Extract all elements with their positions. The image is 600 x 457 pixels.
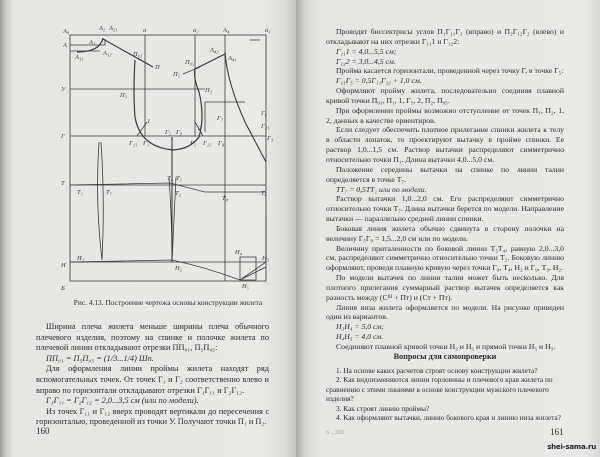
label-a: А (63, 42, 67, 49)
formula: Г₁₂2 = 3,0...4,5 см. (336, 56, 396, 66)
paragraph: Если следует обеспечить плотное прилегание спинки жилета к телу в области лопаток, то проектируют вытачку в пройме спинки. Ее раствор 1,0...1,5 см. Раствор вытачки распределяют симметрично относительно точки П₁. Длина вытачки 4,0...5,0 см. (326, 125, 564, 164)
label-a: а (143, 27, 147, 34)
paragraph: По модели вытачек по линии талии может быть несколько. Для плотного прилегания суммарный раствор вытачек определяется как разность между (Сᴵᴵᴵ + Пт) и (Ст + Пт). (326, 273, 564, 302)
formula: Н₃Н₄ = 5,0 см; (336, 322, 384, 332)
label-t6: Т₆ (261, 190, 267, 197)
paragraph: Величину приталенности по боковой линии Т₃Т₄, равную 2,0...3,0 см, распределяют симметрично относительно точки Т₂. Боковую линию оформляют, проведя плавную кривую через точки Г₉, Т₄, Н₂ и Г₉, Т₃, Н₂. (326, 243, 564, 273)
label-g: Г (61, 133, 65, 140)
label-a12: А₁₂ (103, 50, 112, 57)
label-t2: Т₂ (175, 190, 181, 197)
formula: ПП₀₁ = П₅П₀₅ = (1/3...1/4) Шп. (46, 353, 154, 363)
site-watermark: shei-sama.ru (547, 443, 596, 451)
label-h1: Н₁ (77, 255, 84, 262)
label-h3: Н₃ (262, 255, 269, 262)
label-1: 1 (147, 118, 151, 125)
printer-signature: 6 ...333 (326, 430, 344, 436)
label-t1: Т₁ (77, 189, 83, 196)
question: 4. Как оформляют вытачки, линию бокового края и линию низа жилета? (336, 413, 562, 423)
right-body-text (326, 27, 564, 352)
formula: Г₁₁Г₅ = 0,5Г₁₁Г₁₂ + 1,0 см. (336, 76, 422, 86)
label-a2: А₂ (99, 25, 106, 32)
label-t7: Т₇ (106, 189, 112, 196)
label-b: Б (61, 285, 65, 292)
label-h2: Н₂ (175, 265, 182, 272)
paragraph: Для оформления линии проймы жилета находят ряд вспомогательных точек. От точек Г₁ и Г₂ соответственно влево и вправо по горизонтали откладывают отрезки Г₁Г₁₁ и Г₂Г₁₂. (36, 364, 269, 395)
section-heading: Вопросы для самопроверки (393, 352, 497, 361)
label-a42: А₄₂ (210, 47, 219, 54)
label-p1: П₁ (120, 92, 127, 99)
label-g12: Г₁₂ (203, 140, 212, 147)
label-p5: П₅ (173, 71, 180, 78)
label-a11: А₁₁ (75, 54, 84, 61)
label-t3: Т₃ (176, 175, 182, 182)
label-a0: А₀ (63, 28, 70, 35)
paragraph: Проводят биссектрисы углов П₁Г₁₁Г₁ (вправо) и П₂Г₁₂Г₂ (влево) и откладывают на них отрезки Г₁₁1 и Г₁₂2: (326, 27, 564, 46)
label-g3: Г₃ (267, 135, 273, 142)
left-body-text (36, 322, 269, 428)
frame-rect (70, 35, 266, 281)
label-a41: А₄₁ (228, 55, 237, 62)
vest-pattern-diagram (55, 22, 285, 294)
paragraph: Раствор вытачки 1,0...2,0 см. Его распределяют симметрично относительно точки Т₇. Длина вытачки берется по модели. Направление вытачки — параллельно средней линии спинки. (326, 194, 564, 224)
label-g8: Г₈ (218, 140, 224, 147)
paragraph: Ширина плеча жилета меньше ширины плеча обычного плечевого изделия, поэтому на спинке и полочке жилета по плечевой линии откладывают отрезки ПП₀₁, П₅П₀₅: (36, 322, 269, 353)
label-g11: Г₁₁ (129, 140, 138, 147)
label-p: П (155, 64, 160, 71)
question: 3. Как строят линию проймы? (336, 403, 430, 413)
paragraph: Оформляют пройму жилета, последовательно соединяя плавной кривой точки П₀₁, П₁, 1, Г₅, 2, П₂, П₀₅. (326, 86, 564, 105)
left-page (0, 0, 296, 457)
paragraph: При оформлении проймы возможно отступление от точек П₁, П₂, 1, 2, данных в качестве ориентиров. (326, 105, 564, 125)
formula: Г₁₁1 = 4,0...5,5 см; (336, 46, 397, 56)
label-g6: Г₆ (261, 110, 267, 117)
label-g1: Г₁ (143, 140, 149, 147)
right-page (296, 0, 600, 457)
label-p05: П₀₅ (185, 59, 195, 66)
label-g31: Г₃₁ (261, 123, 270, 130)
review-questions (326, 366, 566, 422)
formula: Н₄Н₅ = 4,0 см. (336, 332, 384, 342)
label-a1: а₁ (265, 27, 271, 34)
label-a2-small: а₂ (193, 27, 199, 34)
label-g9: Г₉ (176, 129, 182, 136)
label-a4: А₄ (223, 27, 230, 34)
label-g2: Г₂ (190, 140, 196, 147)
paragraph: Соединяют плавной кривой точки Н₂ и Н₅ и прямой точки Н₅ и Н₃. (336, 342, 556, 351)
formula: Г₁Г₁₁ = Г₂Г₁₂ = 2,0...3,5 см (или по модели). (46, 396, 199, 406)
figure-caption: Рис. 4.13. Построение чертежа основы конструкции жилета (73, 298, 263, 307)
paragraph: Линия низа жилета оформляется по модели. На рисунке приведен один из вариантов. (326, 302, 564, 322)
question: 2. Как видоизменяются линии горловины и плечевого края жилета по сравнению с этими линиями в основе конструкции мужского плечевого изделия? (326, 375, 553, 404)
formula: ТТ₇ = 0,5ТТ₁ или по модели. (336, 184, 427, 194)
label-h5: Н₅ (242, 283, 249, 290)
label-t4: Т₄ (167, 175, 173, 182)
label-u: У (61, 86, 66, 93)
paragraph: Боковая линия жилета обычно сдвинута в сторону полочки на величину Г₅Г₉ = 1,5...2,0 см или по модели. (326, 223, 564, 243)
label-g5: Г₅ (165, 129, 171, 136)
paragraph: Положение середины вытачки на спинке по линии талии определяется в точке Т₇. (326, 164, 564, 184)
page-number-left: 160 (36, 426, 50, 436)
label-a21: А₂₁ (109, 25, 118, 32)
label-h: Н (61, 262, 66, 269)
question: 1. На основе каких расчетов строят основу конструкции жилета? (336, 366, 538, 375)
label-2: 2 (198, 125, 202, 132)
label-a1-neck: А₁ (89, 39, 96, 46)
page-number-right: 161 (550, 427, 564, 437)
label-t8: Т₈ (222, 195, 228, 202)
label-g7: Г₇ (217, 115, 223, 122)
paragraph: Из точек Г₁₁ и Г₁₂ вверх проводят вертикали до пересечения с горизонталью, проведенной из точки У. Получают точки П₁ и П₂. (36, 406, 269, 427)
label-t: Т (61, 180, 65, 187)
label-p2: П₂ (205, 87, 212, 94)
paragraph: Пройма касается горизонтали, проведенной через точку Г, в точке Г₅: (336, 66, 564, 76)
label-h4: Н₄ (235, 249, 242, 256)
label-p01: П₀₁ (133, 51, 143, 58)
